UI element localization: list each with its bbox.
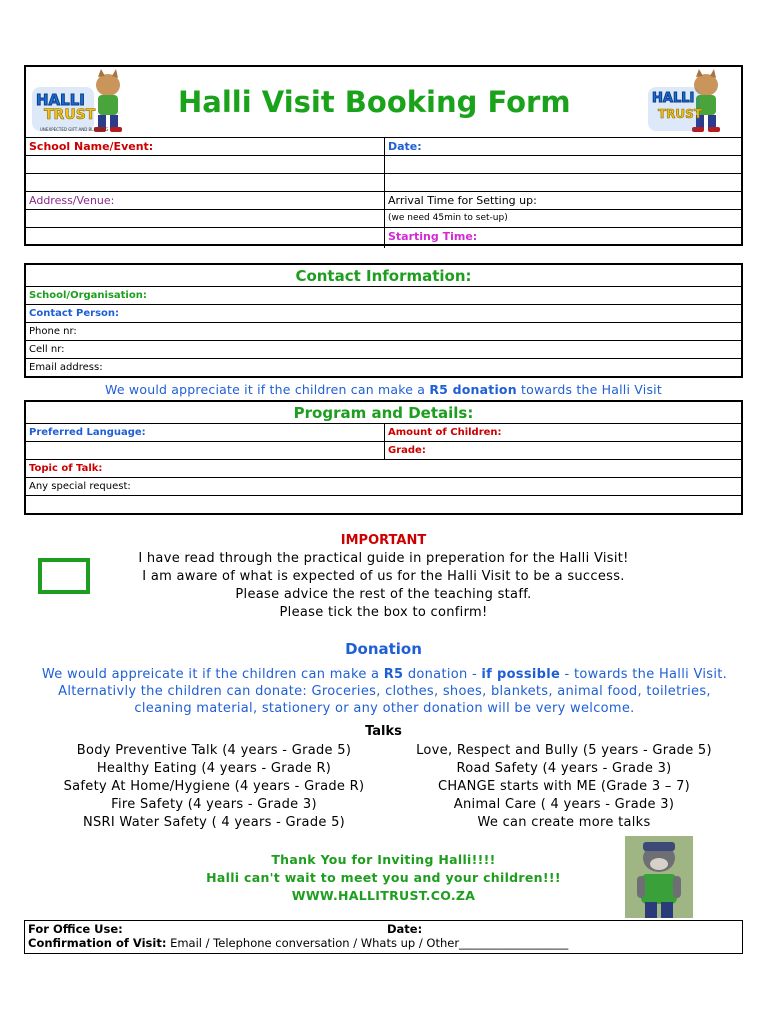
contact-person-label: Contact Person: <box>29 308 120 319</box>
contact-section <box>24 263 743 378</box>
important-line-1: I have read through the practical guide in preperation for the Halli Visit! <box>138 551 629 566</box>
email-label: Email address: <box>29 362 103 373</box>
arrival-note: (we need 45min to set-up) <box>388 213 508 223</box>
talk-left-5: NSRI Water Safety ( 4 years - Grade 5) <box>82 815 346 830</box>
donation-line-1 <box>14 666 755 684</box>
confirmation-row <box>28 935 568 952</box>
cell-label: Cell nr: <box>29 344 65 355</box>
grade-label: Grade: <box>388 445 426 456</box>
talk-right-1: Love, Respect and Bully (5 years - Grade 5) <box>416 743 712 758</box>
amount-children-label: Amount of Children: <box>388 427 502 438</box>
halli-mascot-photo <box>625 836 693 918</box>
talks-left-column <box>24 742 404 832</box>
date-label: Date: <box>388 140 422 153</box>
donation-line-1-c: donation - <box>403 667 482 682</box>
talk-left-3: Safety At Home/Hygiene (4 years - Grade R) <box>63 779 365 794</box>
phone-label: Phone nr: <box>29 326 77 337</box>
talks-right-column <box>400 742 728 832</box>
donation-line-2: Alternativly the children can donate: Groceries, clothes, shoes, blankets, animal food, toiletries, <box>58 684 711 699</box>
program-section <box>24 400 743 515</box>
booking-section <box>24 65 743 246</box>
topic-label: Topic of Talk: <box>29 463 103 474</box>
office-use-section <box>24 920 743 954</box>
donation-note-after: towards the Halli Visit <box>516 382 662 397</box>
halli-trust-logo-right <box>638 69 738 137</box>
talk-left-2: Healthy Eating (4 years - Grade R) <box>96 761 332 776</box>
website-link[interactable]: WWW.HALLITRUST.CO.ZA <box>291 888 476 903</box>
program-heading: Program and Details: <box>293 404 474 422</box>
office-date-label: Date: <box>387 922 423 936</box>
logo-text-halli: HALLI <box>36 91 85 109</box>
page-title: Halli Visit Booking Form <box>178 85 571 119</box>
talk-right-2: Road Safety (4 years - Grade 3) <box>456 761 672 776</box>
confirmation-label: Confirmation of Visit: <box>28 936 167 950</box>
talk-right-4: Animal Care ( 4 years - Grade 3) <box>453 797 675 812</box>
school-name-label: School Name/Event: <box>29 140 154 153</box>
donation-line-1-if-possible: if possible <box>481 667 561 682</box>
talk-right-3: CHANGE starts with ME (Grade 3 – 7) <box>437 779 691 794</box>
donation-note-amount: R5 donation <box>429 382 517 397</box>
preferred-language-label: Preferred Language: <box>29 427 146 438</box>
talk-right-5: We can create more talks <box>477 815 651 830</box>
halli-trust-logo-left <box>30 69 138 137</box>
important-heading: IMPORTANT <box>340 533 427 548</box>
important-line-4: Please tick the box to confirm! <box>279 605 488 620</box>
logo-text-halli-right: HALLI <box>652 91 695 106</box>
thanks-line-2: Halli can't wait to meet you and your children!!! <box>206 870 561 885</box>
office-use-label: For Office Use: <box>28 922 123 936</box>
contact-heading: Contact Information: <box>295 267 472 285</box>
donation-heading: Donation <box>345 640 422 658</box>
important-line-3: Please advice the rest of the teaching staff. <box>235 587 532 602</box>
logo-tagline: UNEXPECTED GIFT AND BLESSING <box>40 127 109 132</box>
donation-line-1-e: - towards the Halli Visit. <box>560 667 728 682</box>
talks-heading: Talks <box>365 724 402 739</box>
talk-left-4: Fire Safety (4 years - Grade 3) <box>111 797 317 812</box>
thanks-line-1: Thank You for Inviting Halli!!!! <box>271 852 496 867</box>
important-line-2: I am aware of what is expected of us for the Halli Visit to be a success. <box>142 569 625 584</box>
logo-text-trust: TRUST <box>44 107 96 123</box>
school-organisation-label: School/Organisation: <box>29 290 147 301</box>
donation-line-1-a: We would appreicate it if the children can make a <box>41 667 384 682</box>
logo-text-trust-right: TRUST <box>658 107 702 121</box>
arrival-time-label: Arrival Time for Setting up: <box>388 194 537 207</box>
address-label: Address/Venue: <box>29 194 115 207</box>
confirmation-options: Email / Telephone conversation / Whats up / Other___________________ <box>166 936 569 950</box>
donation-note-before: We would appreciate it if the children can make a <box>105 382 430 397</box>
talk-left-1: Body Preventive Talk (4 years - Grade 5) <box>76 743 352 758</box>
special-request-label: Any special request: <box>29 481 131 492</box>
donation-line-1-amount: R5 <box>383 667 404 682</box>
donation-line-3: cleaning material, stationery or any other donation will be very welcome. <box>134 701 635 716</box>
starting-time-label: Starting Time: <box>388 230 478 243</box>
donation-appreciation-note <box>24 382 743 397</box>
